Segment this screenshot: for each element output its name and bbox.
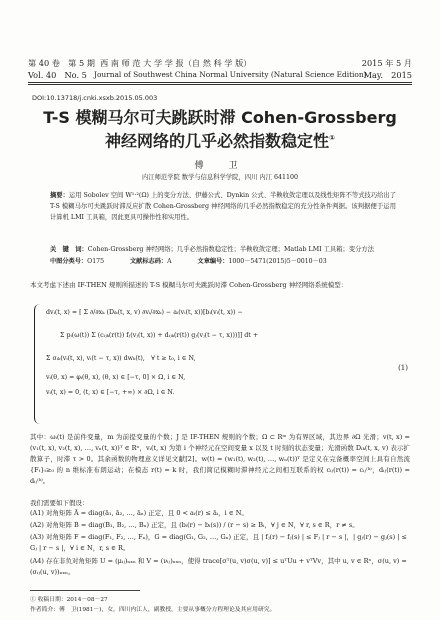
author: 傅 卫 xyxy=(194,161,246,171)
affiliation: 内江师范学院 数学与信息科学学院，四川 内江 641100 xyxy=(142,174,298,181)
abstract-text: 运用 Sobolev 空间 W¹·²(Ω) 上的变分方法、伊藤公式、Dynkin 公式、半鞅收敛定理以及线性矩阵不等式技巧给出了 T-S 模糊马尔可夫跳跃时滞反应扩散 Cohen-Grossberg 神经网络的几乎必然指数稳定的充分性条件判据。该判据便于运用计算机 LMI 工具箱，因此更具可操作性和实用性。 xyxy=(50,192,397,221)
equation-line: vᵢ(θ, x) = φᵢ(θ, x), (θ, x) ∈ [−τ, 0] × Ω, i ∈ N, xyxy=(46,374,186,381)
footnote-received: ① 收稿日期：2014－08－27 xyxy=(30,597,108,603)
keywords-label: 关 键 词： xyxy=(50,246,88,253)
doc-code: 文献标志码：A xyxy=(129,258,172,265)
equation-1 xyxy=(34,304,410,428)
class-number: 中图分类号：O175 xyxy=(50,258,105,265)
footnote-author: 作者简介：傅 卫(1981－)，女，四川内江人，副教授，主要从事概分方程理论及其应用研究。 xyxy=(30,607,276,613)
intro-paragraph: 本文考虑下述由 IF-THEN 规则所描述的 T-S 模糊马尔可夫跳跃时滞 Cohen-Grossberg 神经网络系统模型： xyxy=(30,281,348,289)
keywords-text: Cohen-Grossberg 神经网络；几乎必然指数稳定性；半鞅收敛定理；Matlab LMI 工具箱；变分方法 xyxy=(87,246,375,253)
assumption-a1: (A1) 对角矩阵 Ā = diag(ā₁, ā₂, …, āₙ) 正定，且 0 < aᵢ(r) ≤ āᵢ，i ∈ N。 xyxy=(30,509,248,517)
keywords xyxy=(50,244,400,253)
title-footnote-mark: ① xyxy=(329,134,335,142)
paper-title xyxy=(30,108,410,151)
equation-brace xyxy=(34,304,43,424)
assumption-a3: (A3) 对角矩阵 F = diag(F₁, F₂, …, Fₙ)，G = diag(G₁, G₂, …, Gₙ) 正定，且 | fⱼ(r) − fⱼ(s) | ≤ Fⱼ | r − s |，| gⱼ(r) − gⱼ(s) | ≤ Gⱼ | r − s |，∀ i ∈ N，r, s ∈ R。 xyxy=(30,533,407,552)
issue-en: Vol. 40 No. 5 xyxy=(28,70,87,80)
journal-name-en: Journal of Southwest China Normal University (Natural Science Edition) xyxy=(94,70,367,79)
assumption-intro: 我们需要如下假设： xyxy=(30,499,89,507)
assumption-a4: (A4) 存在非负对角矩阵 U = (μᵢⱼ)ₙₓₙ 和 V = (νᵢⱼ)ₙₓₙ，使得 trace[σᵀ(u, v)σ(u, v)] ≤ uᵀUu + vᵀVv，其中 u, v ∈ Rⁿ，σ(u, v) = (σᵢⱼ(u, v))ₙₓₙ。 xyxy=(30,557,407,576)
journal-name-cn: 西 南 师 范 大 学 学 报（自 然 科 学 版） xyxy=(100,58,252,68)
equation-line: Σ σᵢₖ(vᵢ(t, x), vᵢ(t − τ, x)) dwₖ(t), ∀ t ≥ t₀, i ∈ N, xyxy=(46,355,196,362)
abstract-label: 摘要： xyxy=(50,192,69,199)
doi: DOI:10.13718/j.cnki.xsxb.2015.05.003 xyxy=(32,94,158,102)
equation-line: dvᵢ(t, x) = [ Σ ∂/∂xₖ (Dᵢₖ(t, x, v) ∂vᵢ/∂xₖ) − aᵢ(vᵢ(t, x))[bᵢ(vᵢ(t, x)) − xyxy=(46,309,243,316)
title-line-1: T-S 模糊马尔可夫跳跃时滞 Cohen-Grossberg xyxy=(43,108,397,127)
header-rule xyxy=(28,82,412,83)
explanation-paragraph: 其中：ωᵢ(t) 是前件变量，m 为前提变量的个数；J 是 IF-THEN 规则的个数；Ω ⊂ Rᵐ 为有界区域，其边界 ∂Ω 光滑；v(t, x) = (v₁(t, x), v₂(t, x), …, vₙ(t, x))ᵀ ∈ Rⁿ，vᵢ(t, x) 为第 i 个神经元在空间变量 x 以及 t 时刻的状态变量；光滑函数 Dᵢₖ(t, x, v) 表示扩散算子，时滞 τ > 0。其余函数的物理意义详见文献[2]。w(t) = (w₁(t), w₂(t), …, wₙ(t))ᵀ 是定义在完备概率空间上具有自然流 {Fₜ}ₜ≥₀ 的 n 维标准布朗运动；在模态 r(t) = k 时，我们简记模糊时滞神经元之间相互联系的权 cᵢⱼ(r(t)) = cᵢⱼ⁽ᵏ⁾，dᵢⱼ(r(t)) = dᵢⱼ⁽ᵏ⁾。 xyxy=(30,433,410,485)
equation-number: (1) xyxy=(398,364,408,372)
header-rule-double xyxy=(28,84,412,85)
classification-row xyxy=(50,256,400,265)
equation-lines xyxy=(46,306,390,399)
abstract xyxy=(50,190,396,223)
title-line-2: 神经网络的几乎必然指数稳定性① xyxy=(105,131,335,151)
date-cn: 2015 年 5 月 xyxy=(361,58,412,68)
article-number: 文章编号：1000－5471(2015)5－0010－03 xyxy=(197,258,327,265)
footnote-rule xyxy=(30,590,140,591)
issue-cn: 第 40 卷 第 5 期 xyxy=(28,58,95,68)
date-en: May. 2015 xyxy=(363,70,412,80)
equation-line: Σ pᵢ(ω(t)) Σ (cᵢⱼₖ(r(t)) fⱼ(vⱼ(t, x)) + dᵢⱼₖ(r(t)) gⱼ(vⱼ(t − τ, x)))]] dt + xyxy=(60,332,259,339)
equation-line: vᵢ(t, x) = 0, (t, x) ∈ [−τ, +∞) × ∂Ω, i ∈ N. xyxy=(46,389,175,396)
assumption-a2: (A2) 对角矩阵 B = diag(B₁, B₂, …, Bₙ) 正定，且 (bᵢ(r) − bᵢ(s)) / (r − s) ≥ Bᵢ，∀ j ∈ N，∀ r, s ∈ R，r ≠ s。 xyxy=(30,521,359,529)
